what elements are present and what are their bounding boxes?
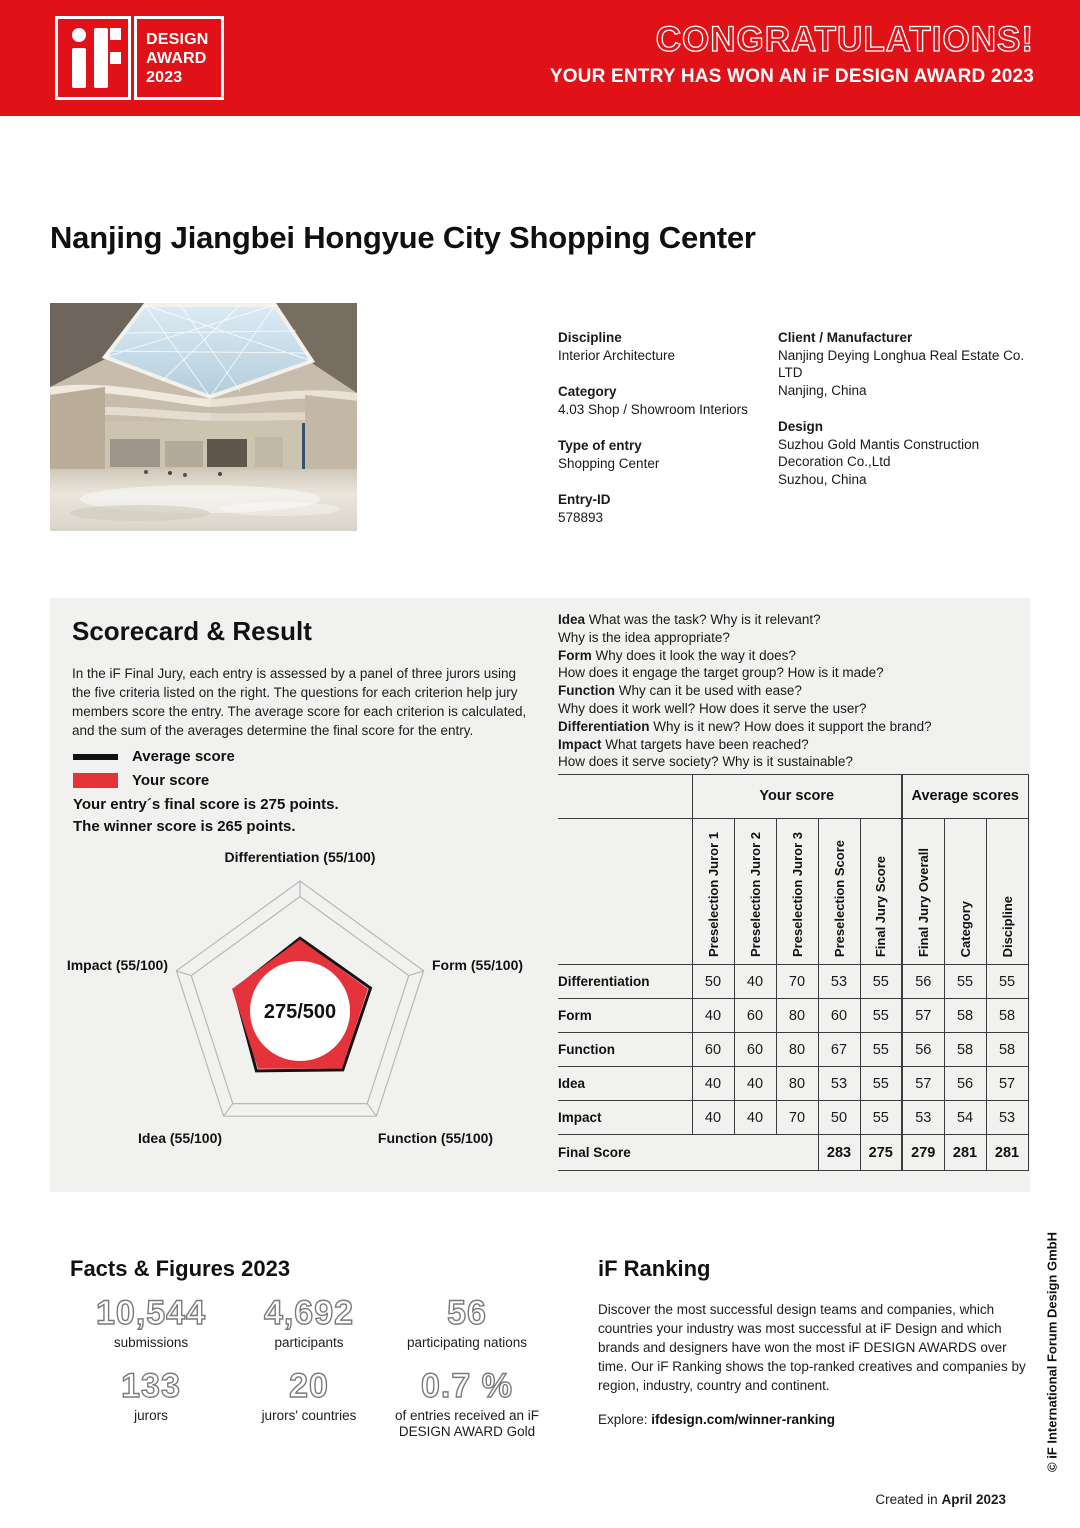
detail-entry-id <box>558 491 764 526</box>
criteria-line: Impact What targets have been reached? <box>558 736 809 752</box>
criteria-line: Why does it work well? How does it serve the user? <box>558 700 867 716</box>
stat-jurors <box>72 1367 230 1440</box>
detail-value: 578893 <box>558 510 604 525</box>
detail-category <box>558 383 764 418</box>
stat-label: participants <box>274 1335 344 1350</box>
stat-submissions <box>72 1294 230 1351</box>
average-score-swatch <box>73 754 118 760</box>
detail-discipline <box>558 329 764 364</box>
detail-type-of-entry <box>558 437 764 472</box>
ranking-body: Discover the most successful design teams and companies, which countries your industry was most successful at iF Design and which brands and designers have won the most iF DESIGN AWARDS over time. Our iF Ranking shows the top-ranked creatives and companies by region, industry, country and continent. <box>598 1302 1026 1393</box>
criteria-line: Function Why can it be used with ease? <box>558 683 802 699</box>
table-row: Form 40 60 80 60 55 57 58 58 <box>558 999 1028 1033</box>
table-row: Function 60 60 80 67 55 56 58 58 <box>558 1033 1028 1067</box>
table-row: Idea 40 40 80 53 55 57 56 57 <box>558 1067 1028 1101</box>
detail-value: 4.03 Shop / Showroom Interiors <box>558 402 748 417</box>
stat-label: submissions <box>113 1335 189 1350</box>
scorecard-heading: Scorecard & Result <box>72 616 312 646</box>
detail-value: Nanjing Deying Longhua Real Estate Co. LTD <box>778 348 1025 380</box>
legend-label: Your score <box>132 772 210 789</box>
group-header-your-score: Your score <box>692 775 902 819</box>
if-logo-glyph <box>64 25 122 91</box>
logo-line: 2023 <box>146 68 183 86</box>
mall-interior-illustration <box>50 303 357 531</box>
ranking-explore-line <box>598 1412 835 1427</box>
stat-value: 20 <box>289 1367 329 1405</box>
stat-value: 56 <box>447 1294 487 1332</box>
column-header: Category <box>944 819 986 965</box>
detail-city: Suzhou, China <box>778 472 867 487</box>
congratulations-block <box>550 22 1034 88</box>
entry-title: Nanjing Jiangbei Hongyue City Shopping Center <box>50 220 756 255</box>
criteria-line: Idea What was the task? Why is it relevant? <box>558 612 821 627</box>
final-score-row: Final Score 283 275 279 281 281 <box>558 1135 1028 1171</box>
scorecard-intro: In the iF Final Jury, each entry is assessed by a panel of three jurors using the five criteria listed on the right. The questions for each criterion help jury members score the entry. The average score for each criterion is calculated, and the sum of the averages determine the final score for the entry. <box>72 666 527 738</box>
column-header: Preselection Juror 2 <box>734 819 776 965</box>
scorecard-panel <box>50 598 1030 1192</box>
detail-value: Shopping Center <box>558 456 660 471</box>
table-row: Differentiation 50 40 70 53 55 56 55 55 <box>558 965 1028 999</box>
created-date: Created in April 2023 <box>875 1492 1006 1507</box>
detail-city: Nanjing, China <box>778 383 867 398</box>
column-header: Preselection Score <box>818 819 860 965</box>
axis-label-function: Function (55/100) <box>377 1130 494 1146</box>
entry-photo <box>50 303 357 531</box>
group-header-average-scores: Average scores <box>902 775 1028 819</box>
legend-your-row <box>73 772 235 789</box>
detail-label: Category <box>558 384 617 399</box>
logo-line: DESIGN <box>146 30 209 48</box>
radar-chart <box>60 841 540 1173</box>
stat-label: jurors <box>134 1408 168 1423</box>
table-group-header-row <box>558 775 1028 819</box>
axis-label-impact: Impact (55/100) <box>66 957 168 973</box>
details-column-left <box>558 329 764 545</box>
detail-client <box>778 329 1034 399</box>
legend-average-row <box>73 748 235 765</box>
explore-prefix: Explore: <box>598 1412 652 1427</box>
criteria-line: Form Why does it look the way it does? <box>558 647 796 663</box>
details-column-right <box>778 329 1034 507</box>
detail-design <box>778 418 1034 488</box>
detail-label: Discipline <box>558 330 622 345</box>
table-row: Impact 40 40 70 50 55 53 54 53 <box>558 1101 1028 1135</box>
stat-label: of entries received an iF DESIGN AWARD Gold <box>394 1408 540 1439</box>
table-column-header-row <box>558 819 1028 965</box>
criteria-line: Why is the idea appropriate? <box>558 629 730 645</box>
axis-label-form: Form (55/100) <box>432 957 524 973</box>
detail-label: Type of entry <box>558 438 642 453</box>
facts-heading: Facts & Figures 2023 <box>70 1256 291 1281</box>
stat-value: 10,544 <box>96 1294 206 1332</box>
detail-value: Suzhou Gold Mantis Construction Decoration Co.,Ltd <box>778 437 980 469</box>
legend-label: Average score <box>132 748 235 765</box>
your-score-swatch <box>73 773 118 788</box>
stat-value: 4,692 <box>263 1294 355 1332</box>
column-header: Final Jury Score <box>860 819 902 965</box>
final-score-line: Your entry´s final score is 275 points. <box>73 796 339 813</box>
column-header: Preselection Juror 3 <box>776 819 818 965</box>
ranking-heading: iF Ranking <box>598 1256 711 1281</box>
logo-line: AWARD <box>146 49 207 67</box>
criteria-line: Differentiation Why is it new? How does it support the brand? <box>558 718 932 734</box>
stat-value: 133 <box>121 1367 181 1405</box>
axis-label-idea: Idea (55/100) <box>137 1130 223 1146</box>
facts-stats-grid <box>72 1294 546 1440</box>
score-table-wrapper <box>558 774 1029 1171</box>
stat-participants <box>230 1294 388 1351</box>
column-header: Final Jury Overall <box>902 819 944 965</box>
svg-text:275/500: 275/500 <box>263 1001 337 1023</box>
if-design-award-logo <box>55 16 224 100</box>
criteria-list <box>558 611 1022 771</box>
score-table <box>558 774 1029 1171</box>
final-score-lines <box>73 794 339 838</box>
stat-label: participating nations <box>406 1335 528 1350</box>
winner-ranking-link[interactable]: ifdesign.com/winner-ranking <box>651 1412 836 1427</box>
radar-svg <box>60 841 540 1173</box>
if-logo-text-box <box>134 16 224 100</box>
stat-juror-countries <box>230 1367 388 1440</box>
stat-nations <box>388 1294 546 1351</box>
detail-label: Client / Manufacturer <box>778 330 913 345</box>
detail-value: Interior Architecture <box>558 348 676 363</box>
detail-label: Design <box>778 419 824 434</box>
award-banner <box>0 0 1080 116</box>
congratulations-headline: CONGRATULATIONS! <box>655 20 1034 59</box>
criteria-line: How does it serve society? Why is it sustainable? <box>558 754 853 770</box>
banner-subtitle: YOUR ENTRY HAS WON AN iF DESIGN AWARD 2023 <box>549 65 1034 87</box>
copyright-vertical-text: © iF International Forum Design GmbH <box>1044 1232 1060 1472</box>
winner-score-line: The winner score is 265 points. <box>73 818 296 835</box>
chart-legend <box>73 748 235 796</box>
stat-value: 0.7 % <box>421 1367 513 1405</box>
detail-label: Entry-ID <box>558 492 611 507</box>
if-logo-mark <box>55 16 131 100</box>
stat-gold-percentage <box>388 1367 546 1440</box>
axis-label-differentiation: Differentiation (55/100) <box>224 849 376 865</box>
criteria-line: How does it engage the target group? How is it made? <box>558 665 884 681</box>
column-header: Preselection Juror 1 <box>692 819 734 965</box>
column-header: Discipline <box>986 819 1028 965</box>
stat-label: jurors' countries <box>261 1408 357 1423</box>
